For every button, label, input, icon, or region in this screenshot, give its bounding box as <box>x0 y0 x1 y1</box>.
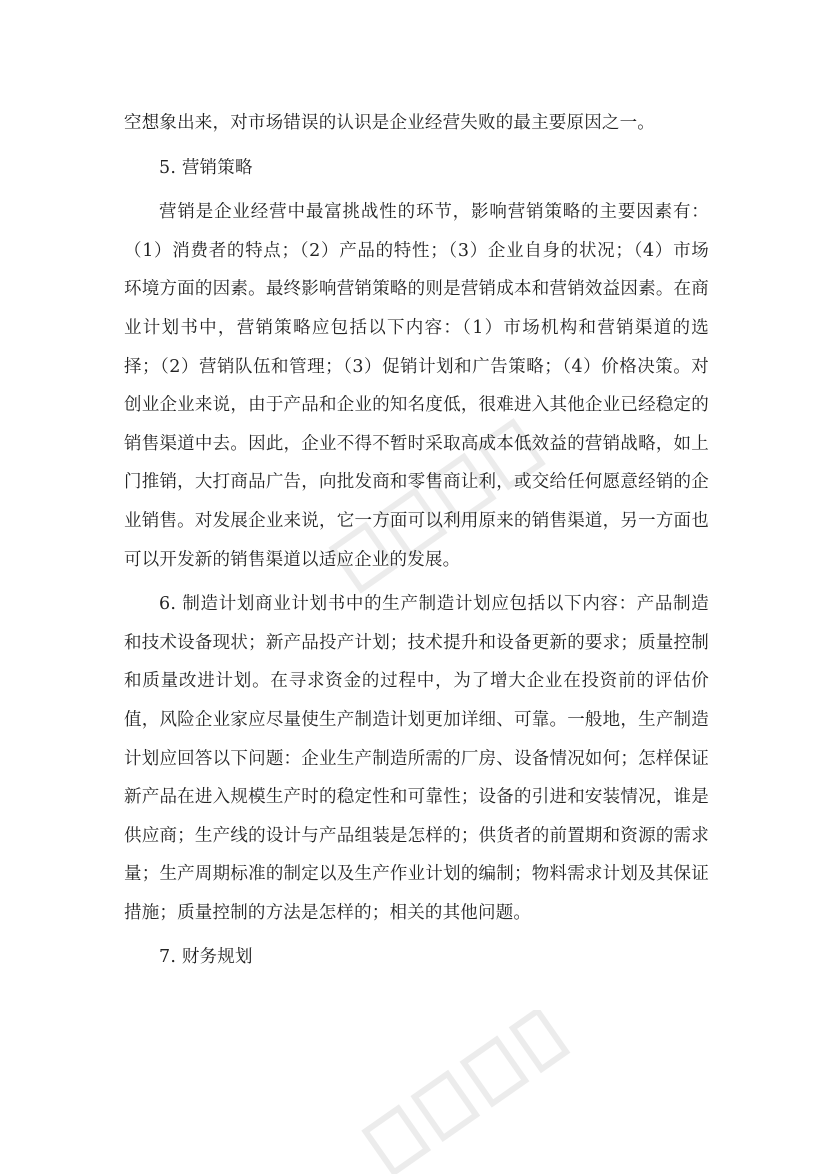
paragraph-continuation: 空想象出来，对市场错误的认识是企业经营失败的最主要原因之一。 <box>124 113 655 133</box>
section-heading-marketing-strategy: 5. 营销策略 <box>159 157 253 178</box>
document-body <box>124 104 709 983</box>
paragraph-marketing: 营销是企业经营中最富挑战性的环节，影响营销策略的主要因素有：（1）消费者的特点；（2）产品的特性；（3）企业自身的状况；（4）市场环境方面的因素。最终影响营销策略的则是营销成本和营销效益因素。在商业计划书中，营销策略应包括以下内容：（1）市场机构和营销渠道的选择；（2）营销队伍和管理；（3）促销计划和广告策略；（4）价格决策。对创业企业来说，由于产品和企业的知名度低，很难进入其他企业已经稳定的销售渠道中去。因此，企业不得不暂时采取高成本低效益的营销战略，如上门推销，大打商品广告，向批发商和零售商让利，或交给任何愿意经销的企业销售。对发展企业来说，它一方面可以利用原来的销售渠道，另一方面也可以开发新的销售渠道以适应企业的发展。 <box>124 202 709 570</box>
paragraph-manufacturing-plan: 6. 制造计划商业计划书中的生产制造计划应包括以下内容：产品制造和技术设备现状；新产品投产计划；技术提升和设备更新的要求；质量控制和质量改进计划。在寻求资金的过程中，为了增大企业在投资前的评估价值，风险企业家应尽量使生产制造计划更加详细、可靠。一般地，生产制造计划应回答以下问题：企业生产制造所需的厂房、设备情况如何；怎样保证新产品在进入规模生产时的稳定性和可靠性；设备的引进和安装情况，谁是供应商；生产线的设计与产品组装是怎样的；供货者的前置期和资源的需求量；生产周期标准的制定以及生产作业计划的编制；物料需求计划及其保证措施；质量控制的方法是怎样的；相关的其他问题。 <box>124 594 709 923</box>
watermark-bottom <box>340 1010 580 1174</box>
section-heading-financial-planning: 7. 财务规划 <box>159 947 253 968</box>
